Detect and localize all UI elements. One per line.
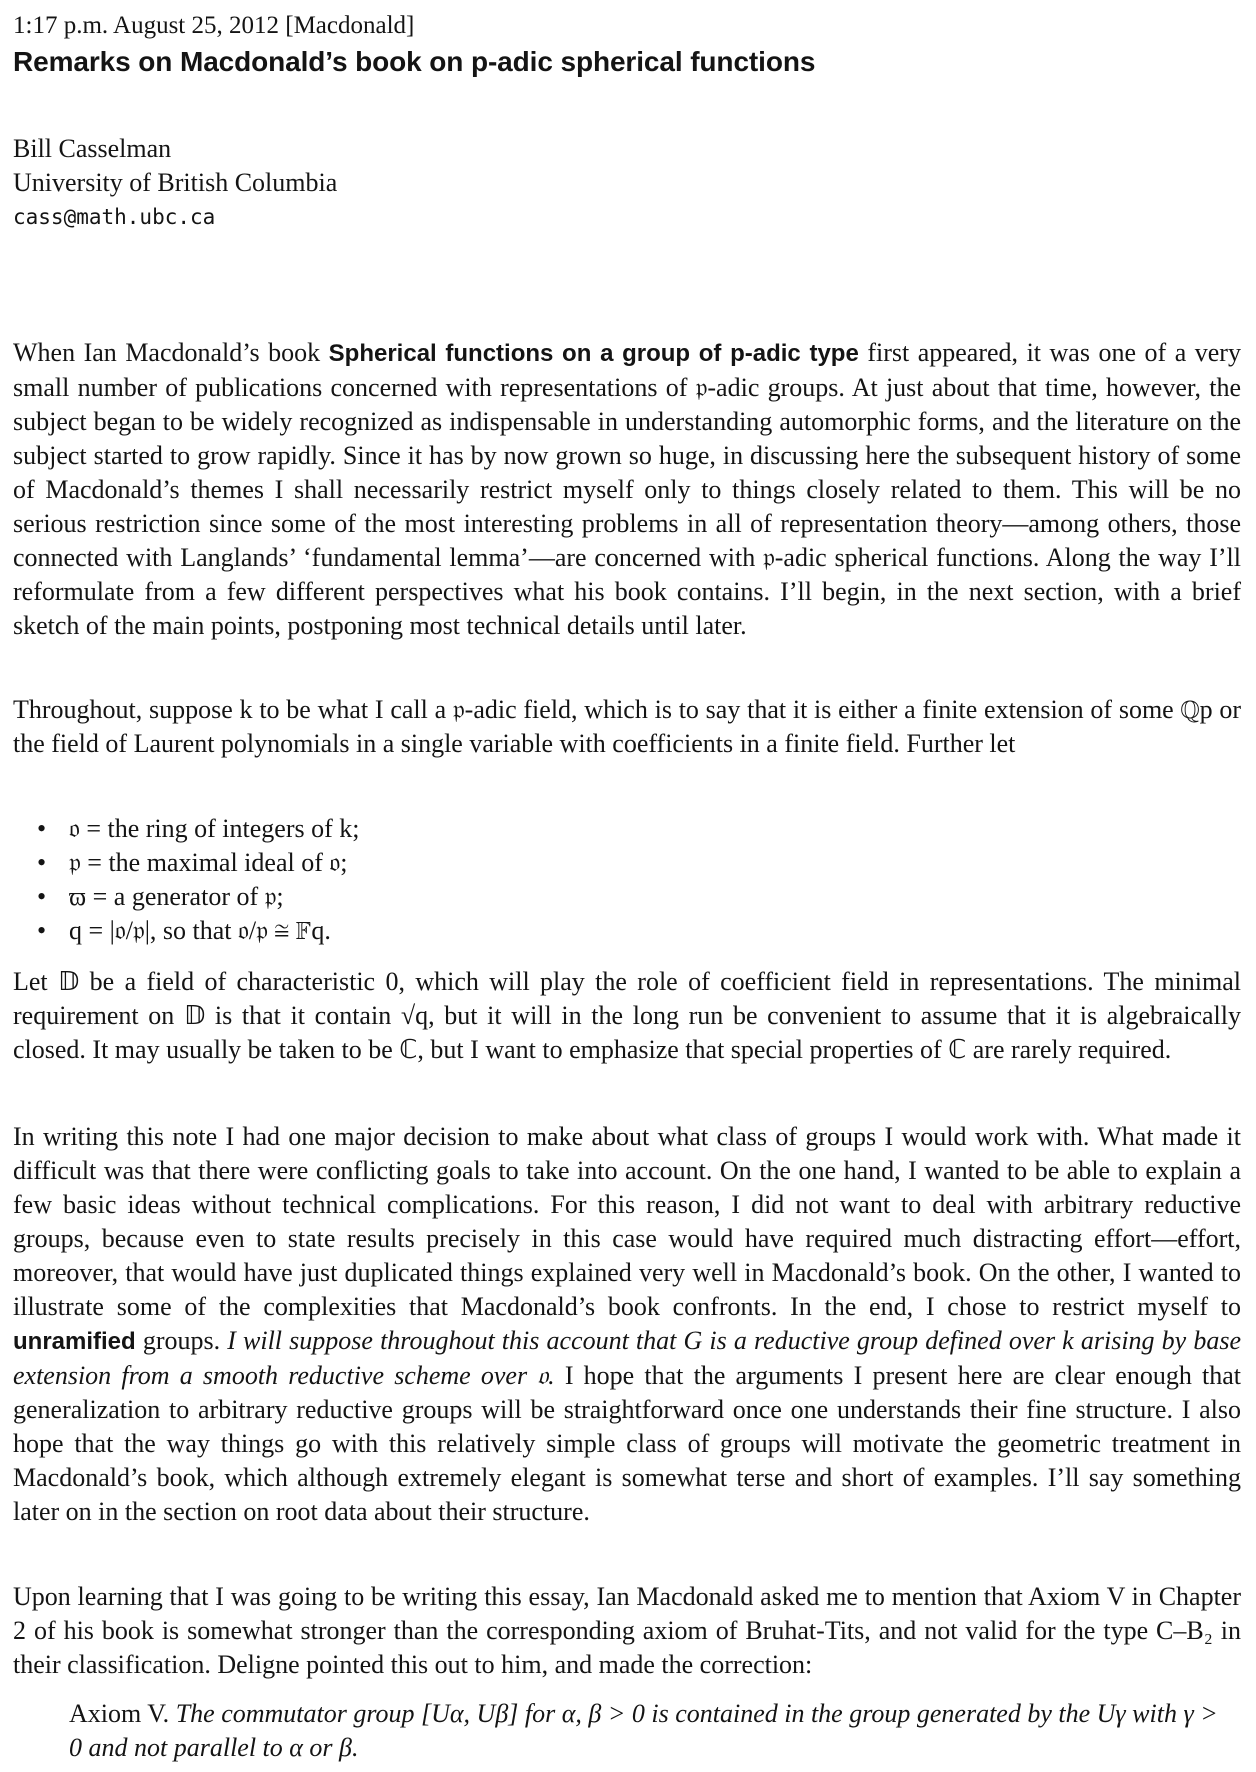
paragraph-groups-mid: groups. [135,1326,228,1355]
list-item [37,914,1237,948]
list-item-text: 𝔬 = the ring of integers of k; [69,814,360,843]
list-item-text: ϖ = a generator of 𝔭; [69,882,284,911]
axiom-text: The commutator group [Uα, Uβ] for α, β > 0 is contained in the group generated by the Uγ with γ > 0 and not parallel to α or β. [69,1699,1218,1762]
paragraph-groups-start: In writing this note I had one major decision to make about what class of groups I would work with. What made it difficult was that there were conflicting goals to take into account. On the one hand, I wanted to be able to explain a few basic ideas without technical complications. For this reason, I did not want to deal with arbitrary reductive groups, because even to state results precisely in this case would have required much distracting effort—effort, moreover, that would have just duplicated things explained very well in Macdonald’s book. On the other, I wanted to illustrate some of the complexities that Macdonald’s book confronts. In the end, I chose to restrict myself to [13,1122,1241,1321]
book-title: Spherical functions on a group of p-adic type [328,340,859,367]
assumption-italic: I will suppose throughout this account that G is a reductive group defined over k arising by base extension from a smooth reductive scheme over 𝔬. [13,1326,1242,1390]
paragraph-intro-rest: first appeared, it was one of a very small number of publications concerned with representations of 𝔭-adic groups. At just about that time, however, the subject began to be widely recognized as indispensable in understanding automorphic forms, and the literature on the subject started to grow rapidly. Since it has by now grown so huge, in discussing here the subsequent history of some of Macdonald’s themes I shall necessarily restrict myself only to things closely related to them. This will be no serious restriction since some of the most interesting problems in all of representation theory—among others, those connected with Langlands’ ‘fundamental lemma’—are concerned with 𝔭-adic spherical functions. Along the way I’ll reformulate from a few different perspectives what his book contains. I’ll begin, in the next section, with a brief sketch of the main points, postponing most technical details until later. [13,338,1241,640]
list-item-text: q = |𝔬/𝔭|, so that 𝔬/𝔭 ≅ 𝔽q. [69,916,331,945]
unramified-term: unramified [13,1328,136,1355]
author-affiliation: University of British Columbia [13,168,338,197]
paragraph-axiom-intro: Upon learning that I was going to be writing this essay, Ian Macdonald asked me to mention that Axiom V in Chapter 2 of his book is somewhat stronger than the corresponding axiom of Bruhat-Tits, and not valid for the type C–B₂ in their classification. Deligne pointed this out to him, and made the correction: [13,1582,1241,1679]
axiom-statement [69,1697,1219,1765]
author-name: Bill Casselman [13,134,172,163]
paragraph-intro-start: When Ian Macdonald’s book [13,338,329,367]
axiom-label: Axiom V. [69,1699,176,1728]
bullet-icon: • [37,814,47,843]
list-item [37,846,1237,880]
bullet-icon: • [37,882,47,911]
paragraph-groups-end: I hope that the arguments I present here are clear enough that generalization to arbitrary reductive groups will be straightforward once one understands their fine structure. I also hope that the way things go with this relatively simple class of groups will motivate the geometric treatment in Macdonald’s book, which although extremely elegant is somewhat terse and short of examples. I’ll say something later on in the section on root data about their structure. [13,1361,1241,1526]
bullet-icon: • [37,848,47,877]
paragraph-groups [13,1120,1241,1529]
list-item-text: 𝔭 = the maximal ideal of 𝔬; [69,848,348,877]
paragraph-intro [13,336,1241,643]
author-email: cass@math.ubc.ca [13,205,216,229]
dateline: 1:17 p.m. August 25, 2012 [Macdonald] [13,12,415,39]
list-item [37,880,1237,914]
paragraph-setup: Throughout, suppose k to be what I call a 𝔭-adic field, which is to say that it is either a finite extension of some ℚp or the field of Laurent polynomials in a single variable with coefficients in a finite field. Further let [13,695,1241,758]
list-item [37,812,1237,846]
paper-title: Remarks on Macdonald’s book on p-adic spherical functions [13,46,816,77]
bullet-icon: • [37,916,47,945]
notation-list [37,812,1237,948]
paragraph-coefficient-field: Let 𝔻 be a field of characteristic 0, which will play the role of coefficient field in representations. The minimal requirement on 𝔻 is that it contain √q, but it will in the long run be convenient to assume that it is algebraically closed. It may usually be taken to be ℂ, but I want to emphasize that special properties of ℂ are rarely required. [13,967,1241,1064]
